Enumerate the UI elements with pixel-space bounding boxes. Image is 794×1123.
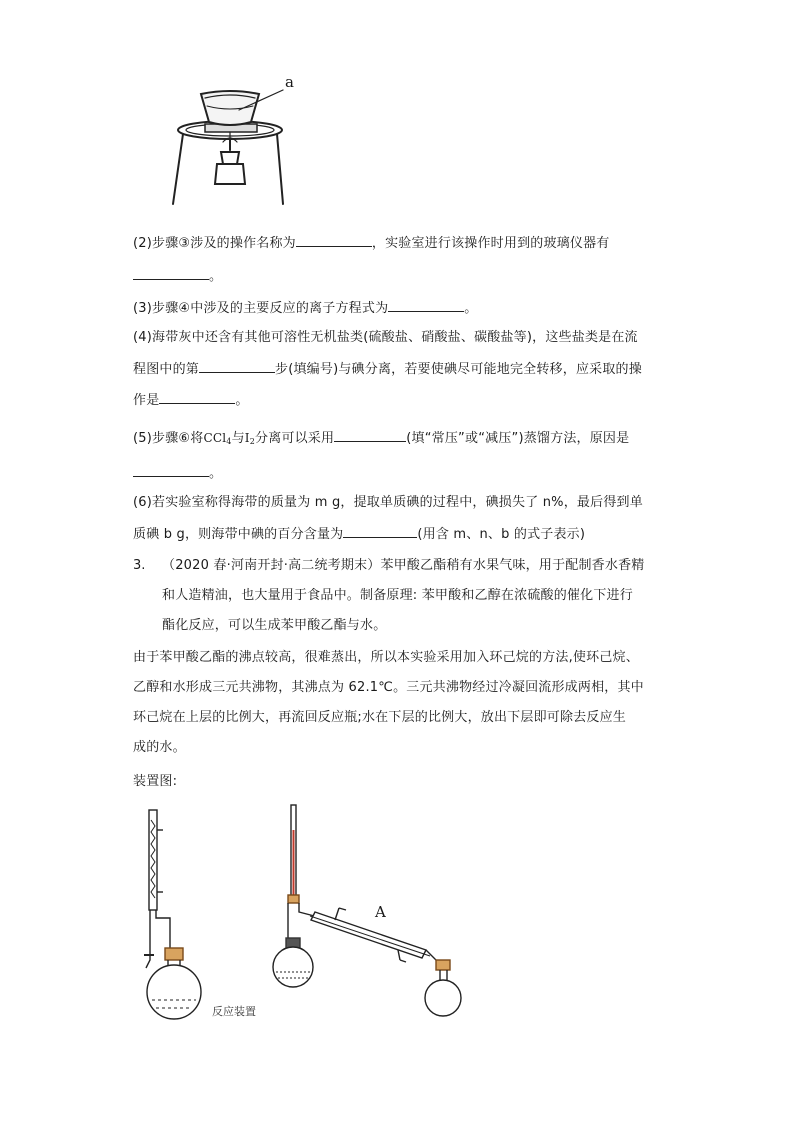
- question-6-line-2: [133, 523, 673, 545]
- question-5-line-2: [133, 462, 673, 484]
- q2-text: 。: [209, 269, 223, 284]
- q3-text: (3)步骤④中涉及的主要反应的离子方程式为: [133, 301, 389, 316]
- q2-text: (2)步骤③涉及的操作名称为: [133, 236, 296, 251]
- answer-blank[interactable]: [334, 427, 406, 442]
- answer-blank[interactable]: [133, 462, 209, 477]
- answer-blank[interactable]: [199, 358, 275, 373]
- q4-text: 作是: [133, 393, 160, 408]
- i2-formula: $I_2$: [244, 431, 256, 446]
- q5-text: (5)步骤⑥将: [133, 431, 204, 446]
- apparatus-label: 装置图:: [133, 774, 178, 789]
- question-3-paragraph-line-2: 乙醇和水形成三元共沸物，其沸点为 62.1℃。三元共沸物经过冷凝回流形成两相，其中: [133, 680, 644, 695]
- q2-text: ，实验室进行该操作时用到的玻璃仪器有: [371, 236, 610, 251]
- q4-text: 程图中的第: [133, 362, 200, 377]
- question-4-line-3: [133, 389, 673, 411]
- q5-text: 分离可以采用: [255, 431, 335, 446]
- q4-text: 步(填编号)与碘分离，若要使碘尽可能地完全转移，应采取的操: [275, 362, 642, 377]
- question-2-line-1: [133, 232, 673, 254]
- q6-text: 质碘 b g，则海带中碘的百分含量为: [133, 527, 344, 542]
- q5-text: (填“常压”或“减压”)蒸馏方法，原因是: [406, 431, 630, 446]
- q6-text: (用含 m、n、b 的式子表示): [417, 527, 586, 542]
- question-3-paragraph-line-3: 环己烷在上层的比例大，再流回反应瓶;水在下层的比例大，放出下层即可除去反应生: [133, 710, 626, 725]
- answer-blank[interactable]: [296, 232, 372, 247]
- q6-text: (6)若实验室称得海带的质量为 m g，提取单质碘的过程中，碘损失了 n%，最后得到单: [133, 495, 643, 510]
- question-4-line-1: [133, 328, 673, 348]
- answer-blank[interactable]: [388, 297, 464, 312]
- question-3-intro-line-2: 和人造精油，也大量用于食品中。制备原理: 苯甲酸和乙醇在浓硫酸的催化下进行: [162, 588, 633, 603]
- q5-text: 。: [209, 466, 223, 481]
- reaction-and-distillation-apparatus-figure: [130, 800, 470, 1025]
- question-2-line-2: [133, 265, 673, 287]
- q5-text: 与: [231, 431, 245, 446]
- question-number: 3.: [133, 558, 146, 573]
- answer-blank[interactable]: [343, 523, 417, 538]
- evaporating-dish-apparatus-figure: [155, 72, 315, 212]
- question-3-paragraph-line-4: 成的水。: [133, 740, 186, 755]
- question-4-line-2: [133, 358, 673, 380]
- question-3-paragraph-line-1: 由于苯甲酸乙酯的沸点较高，很难蒸出，所以本实验采用加入环己烷的方法,使环己烷、: [133, 650, 639, 665]
- answer-blank[interactable]: [159, 389, 235, 404]
- question-5-line-1: [133, 427, 673, 452]
- ccl4-formula: CCl$_4$: [203, 431, 232, 446]
- q4-text: (4)海带灰中还含有其他可溶性无机盐类(硫酸盐、硝酸盐、碳酸盐等)，这些盐类是在流: [133, 330, 638, 345]
- question-3-intro-line-3: 酯化反应，可以生成苯甲酸乙酯与水。: [162, 618, 387, 633]
- figure-caption-reaction-apparatus: 反应装置: [212, 1005, 256, 1018]
- answer-blank[interactable]: [133, 265, 209, 280]
- q4-text: 。: [235, 393, 249, 408]
- figure-label-a: a: [285, 73, 294, 91]
- question-3-intro-line-1: （2020 春·河南开封·高二统考期末）苯甲酸乙酯稍有水果气味，用于配制香水香精: [162, 558, 645, 573]
- question-3: [133, 297, 673, 319]
- question-6-line-1: [133, 493, 673, 513]
- figure-label-A: A: [375, 903, 386, 921]
- q3-text: 。: [464, 301, 478, 316]
